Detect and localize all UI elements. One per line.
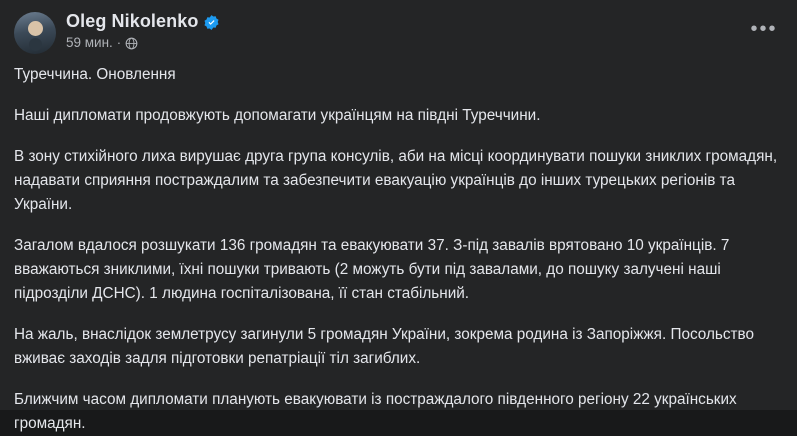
meta-separator: ·	[116, 35, 122, 50]
post-meta	[66, 35, 220, 50]
post-options-button[interactable]: •••	[750, 18, 778, 40]
post-paragraph: На жаль, внаслідок землетрусу загинули 5 громадян України, зокрема родина із Запоріжжя. Посольство вживає заходів задля підготовки репатріації тіл загиблих.	[14, 326, 754, 367]
post-timestamp[interactable]: 59 мин.	[66, 35, 113, 50]
post-header	[14, 10, 783, 54]
post-author-block	[66, 10, 220, 50]
post-text-body	[14, 63, 783, 436]
author-name-row	[66, 11, 220, 32]
author-name[interactable]: Oleg Nikolenko	[66, 11, 199, 31]
post-paragraph: Туреччина. Оновлення	[14, 66, 176, 83]
globe-icon[interactable]	[125, 37, 138, 50]
verified-badge-icon	[203, 14, 220, 31]
post-paragraph: В зону стихійного лиха вирушає друга група консулів, аби на місці координувати пошуки зниклих громадян, надавати сприяння постраждалим та забезпечити евакуацію українців до інших турецьких регіонів та України.	[14, 148, 778, 213]
post-paragraph: Загалом вдалося розшукати 136 громадян та евакуювати 37. З-під завалів врятовано 10 українців. 7 вважаються зниклими, їхні пошуки тривають (2 можуть бути під завалами, до пошуку залучені наші підрозділи ДСНС). 1 людина госпіталізована, її стан стабільний.	[14, 237, 730, 302]
post-paragraph: Ближчим часом дипломати планують евакуювати із постраждалого південного регіону 22 українських громадян.	[14, 391, 737, 432]
post-paragraph: Наші дипломати продовжують допомагати українцям на півдні Туреччини.	[14, 107, 541, 124]
avatar[interactable]	[14, 12, 56, 54]
